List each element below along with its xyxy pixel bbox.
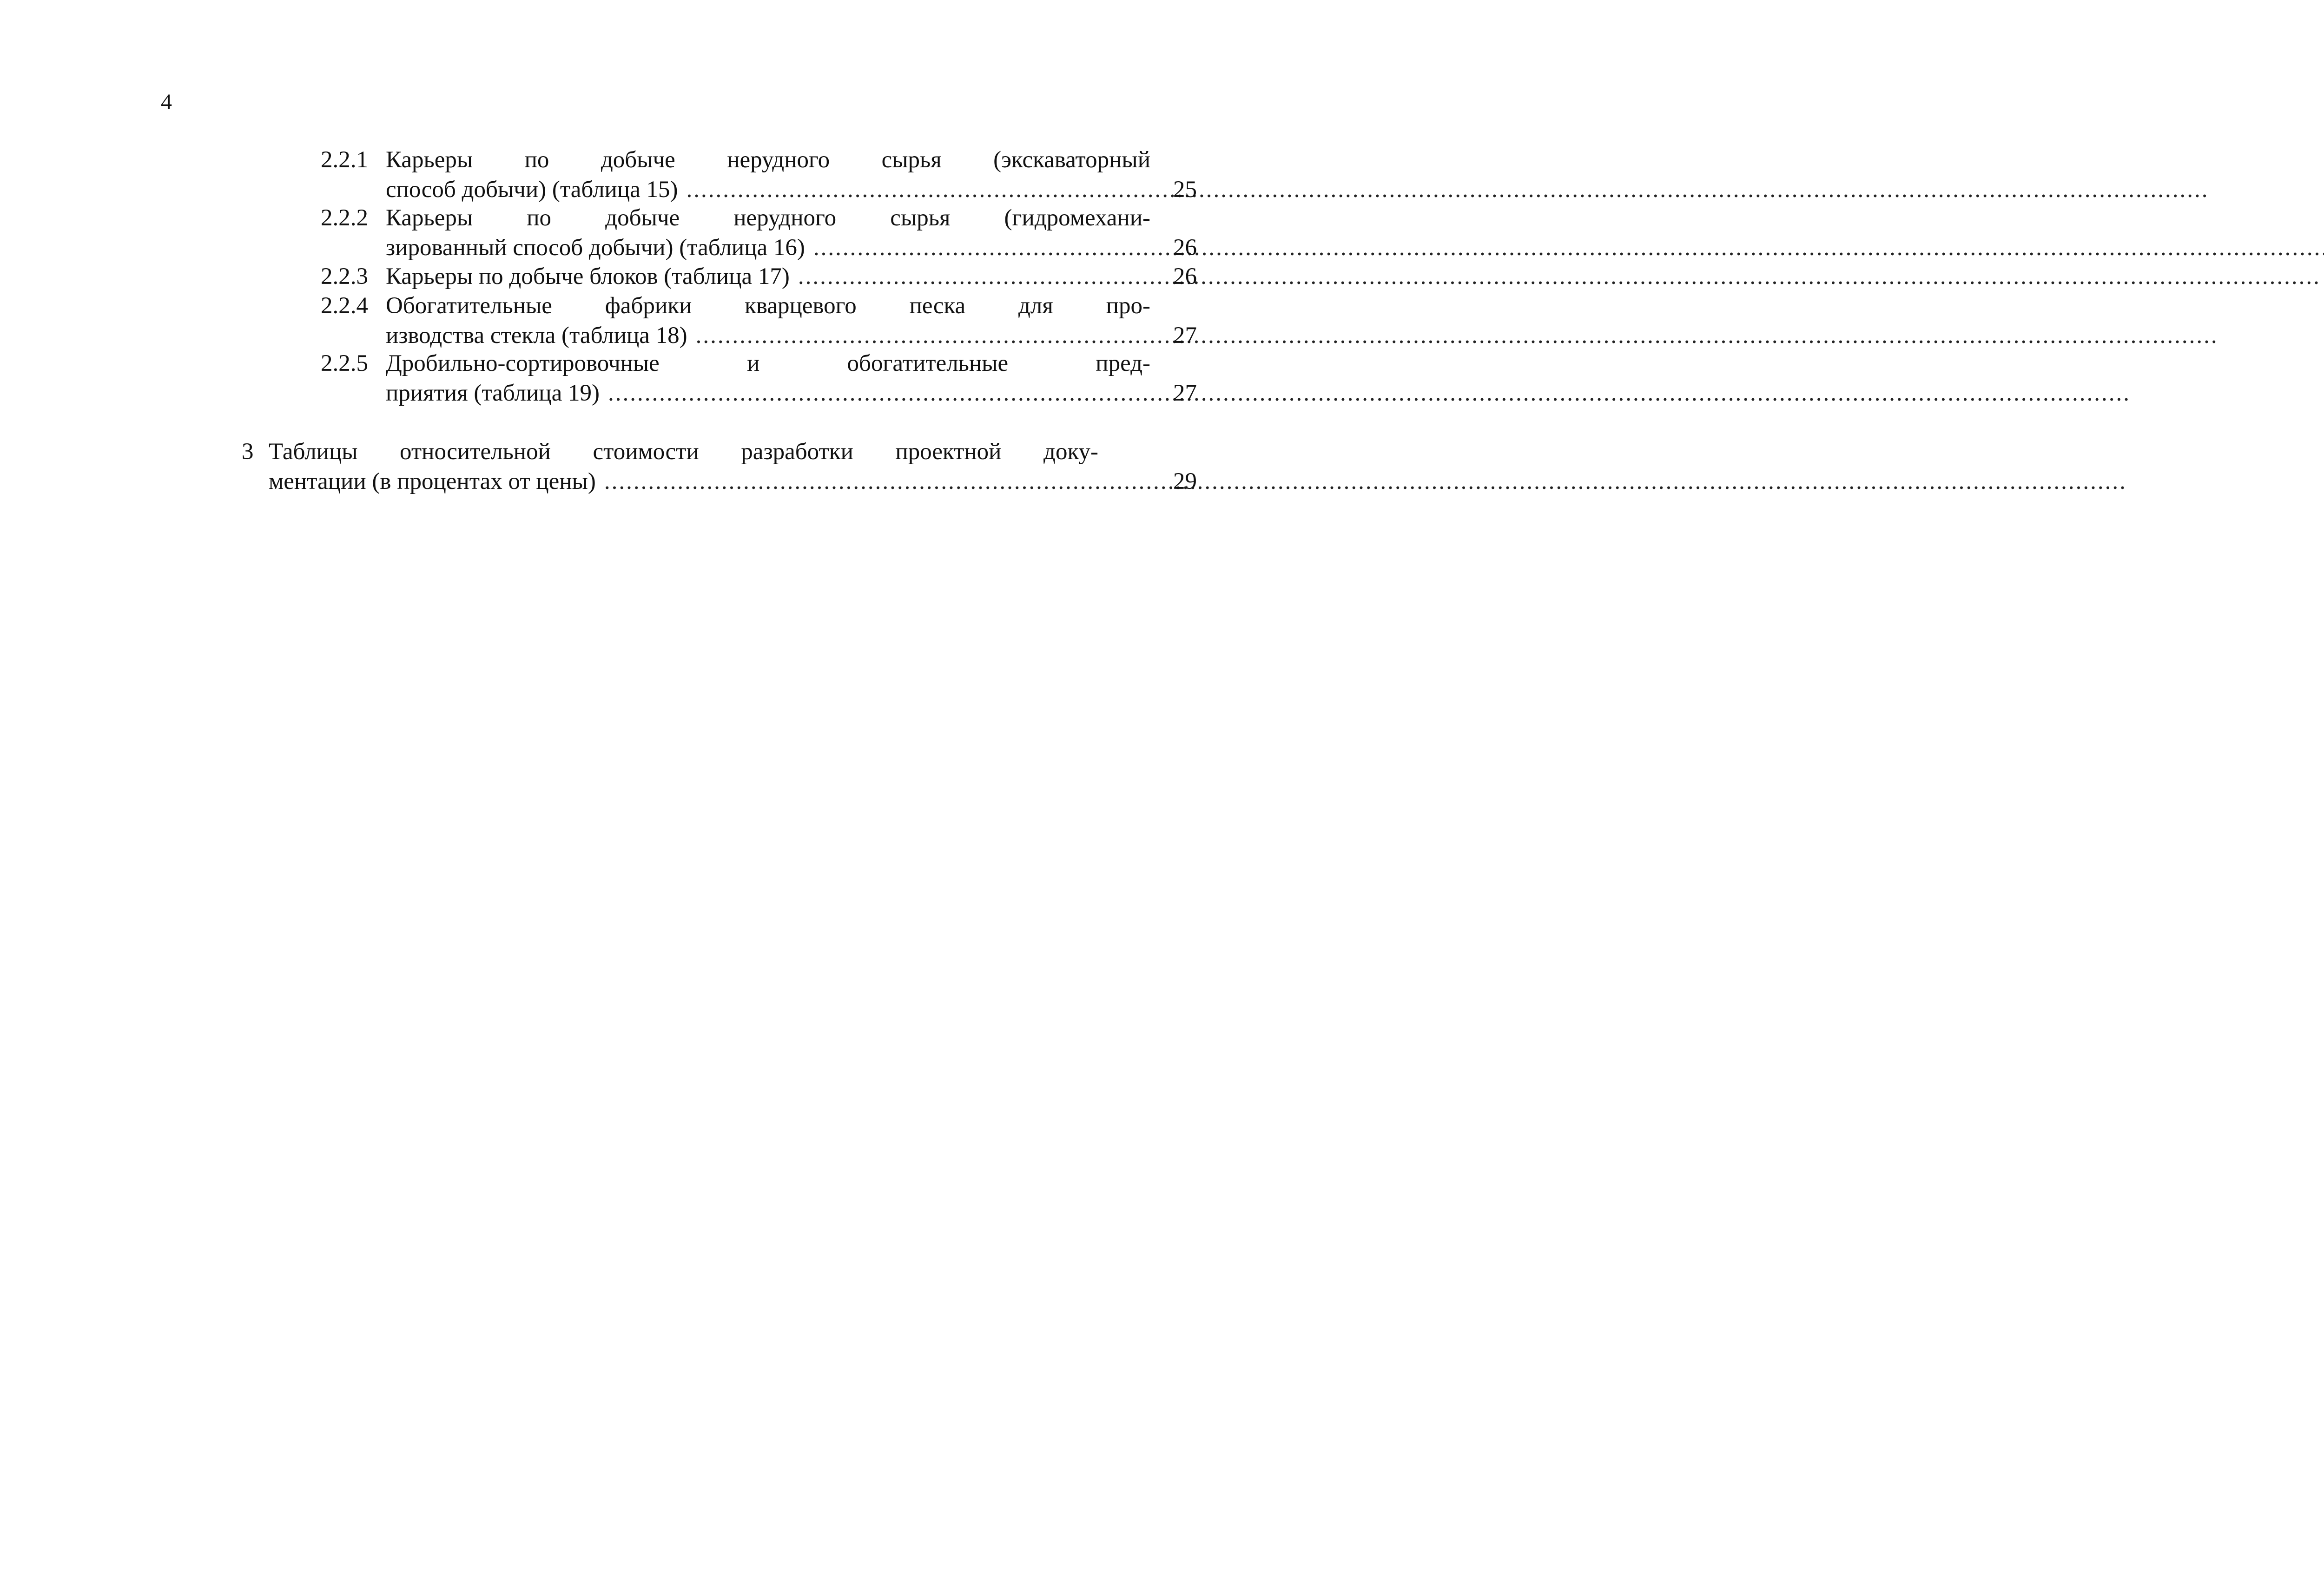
- toc-entry-title-line: Карьеры по добыче нерудного сырья (экскаваторный: [386, 147, 1150, 173]
- toc-entry-page: 26: [1173, 235, 1197, 261]
- toc-entry-page: 27: [1173, 380, 1197, 406]
- toc-entry-2-2-3[interactable]: [321, 262, 1204, 291]
- toc-entry-2-2-5[interactable]: [321, 349, 1204, 408]
- dot-leader: [790, 262, 2321, 291]
- toc-entry-title-last-line: ментации (в процентах от цены): [269, 468, 596, 494]
- toc-entry-title-last-line: способ добычи) (таблица 15): [386, 177, 678, 203]
- dot-leader: [600, 378, 2131, 408]
- toc-entry-2-2-4[interactable]: [321, 291, 1204, 350]
- page-number: 4: [161, 90, 172, 114]
- toc-entry-number: 2.2.5: [321, 350, 368, 376]
- dot-leader: [596, 467, 2127, 496]
- toc-entry-page: 25: [1173, 177, 1197, 203]
- toc-entry-page: 26: [1173, 263, 1197, 290]
- toc-entry-title-last-line: Карьеры по добыче блоков (таблица 17): [386, 263, 790, 290]
- toc-entry-title-line: Карьеры по добыче нерудного сырья (гидромехани-: [386, 205, 1150, 231]
- toc-entry-3[interactable]: [242, 437, 1197, 496]
- toc-entry-title-last-line: зированный способ добычи) (таблица 16): [386, 235, 805, 261]
- toc-entry-number: 2.2.2: [321, 205, 368, 231]
- toc-entry-title-last-line: приятия (таблица 19): [386, 380, 600, 406]
- dot-leader: [805, 233, 2324, 263]
- dot-leader: [678, 175, 2209, 204]
- toc-entry-title-line: Обогатительные фабрики кварцевого песка для про-: [386, 293, 1150, 319]
- toc-entry-title-line: Таблицы относительной стоимости разработки проектной доку-: [269, 439, 1098, 465]
- toc-entry-2-2-2[interactable]: [321, 203, 1204, 263]
- toc-entry-number: 2.2.3: [321, 263, 368, 290]
- toc-entry-2-2-1[interactable]: [321, 145, 1204, 204]
- toc-entry-page: 29: [1173, 468, 1197, 494]
- toc-entry-number: 2.2.4: [321, 293, 368, 319]
- toc-entry-number: 2.2.1: [321, 147, 368, 173]
- toc-entry-title-last-line: изводства стекла (таблица 18): [386, 323, 687, 349]
- toc-entry-number: 3: [242, 439, 254, 465]
- dot-leader: [687, 321, 2218, 350]
- toc-entry-title-line: Дробильно-сортировочные и обогатительные пред-: [386, 350, 1150, 376]
- toc-entry-page: 27: [1173, 323, 1197, 349]
